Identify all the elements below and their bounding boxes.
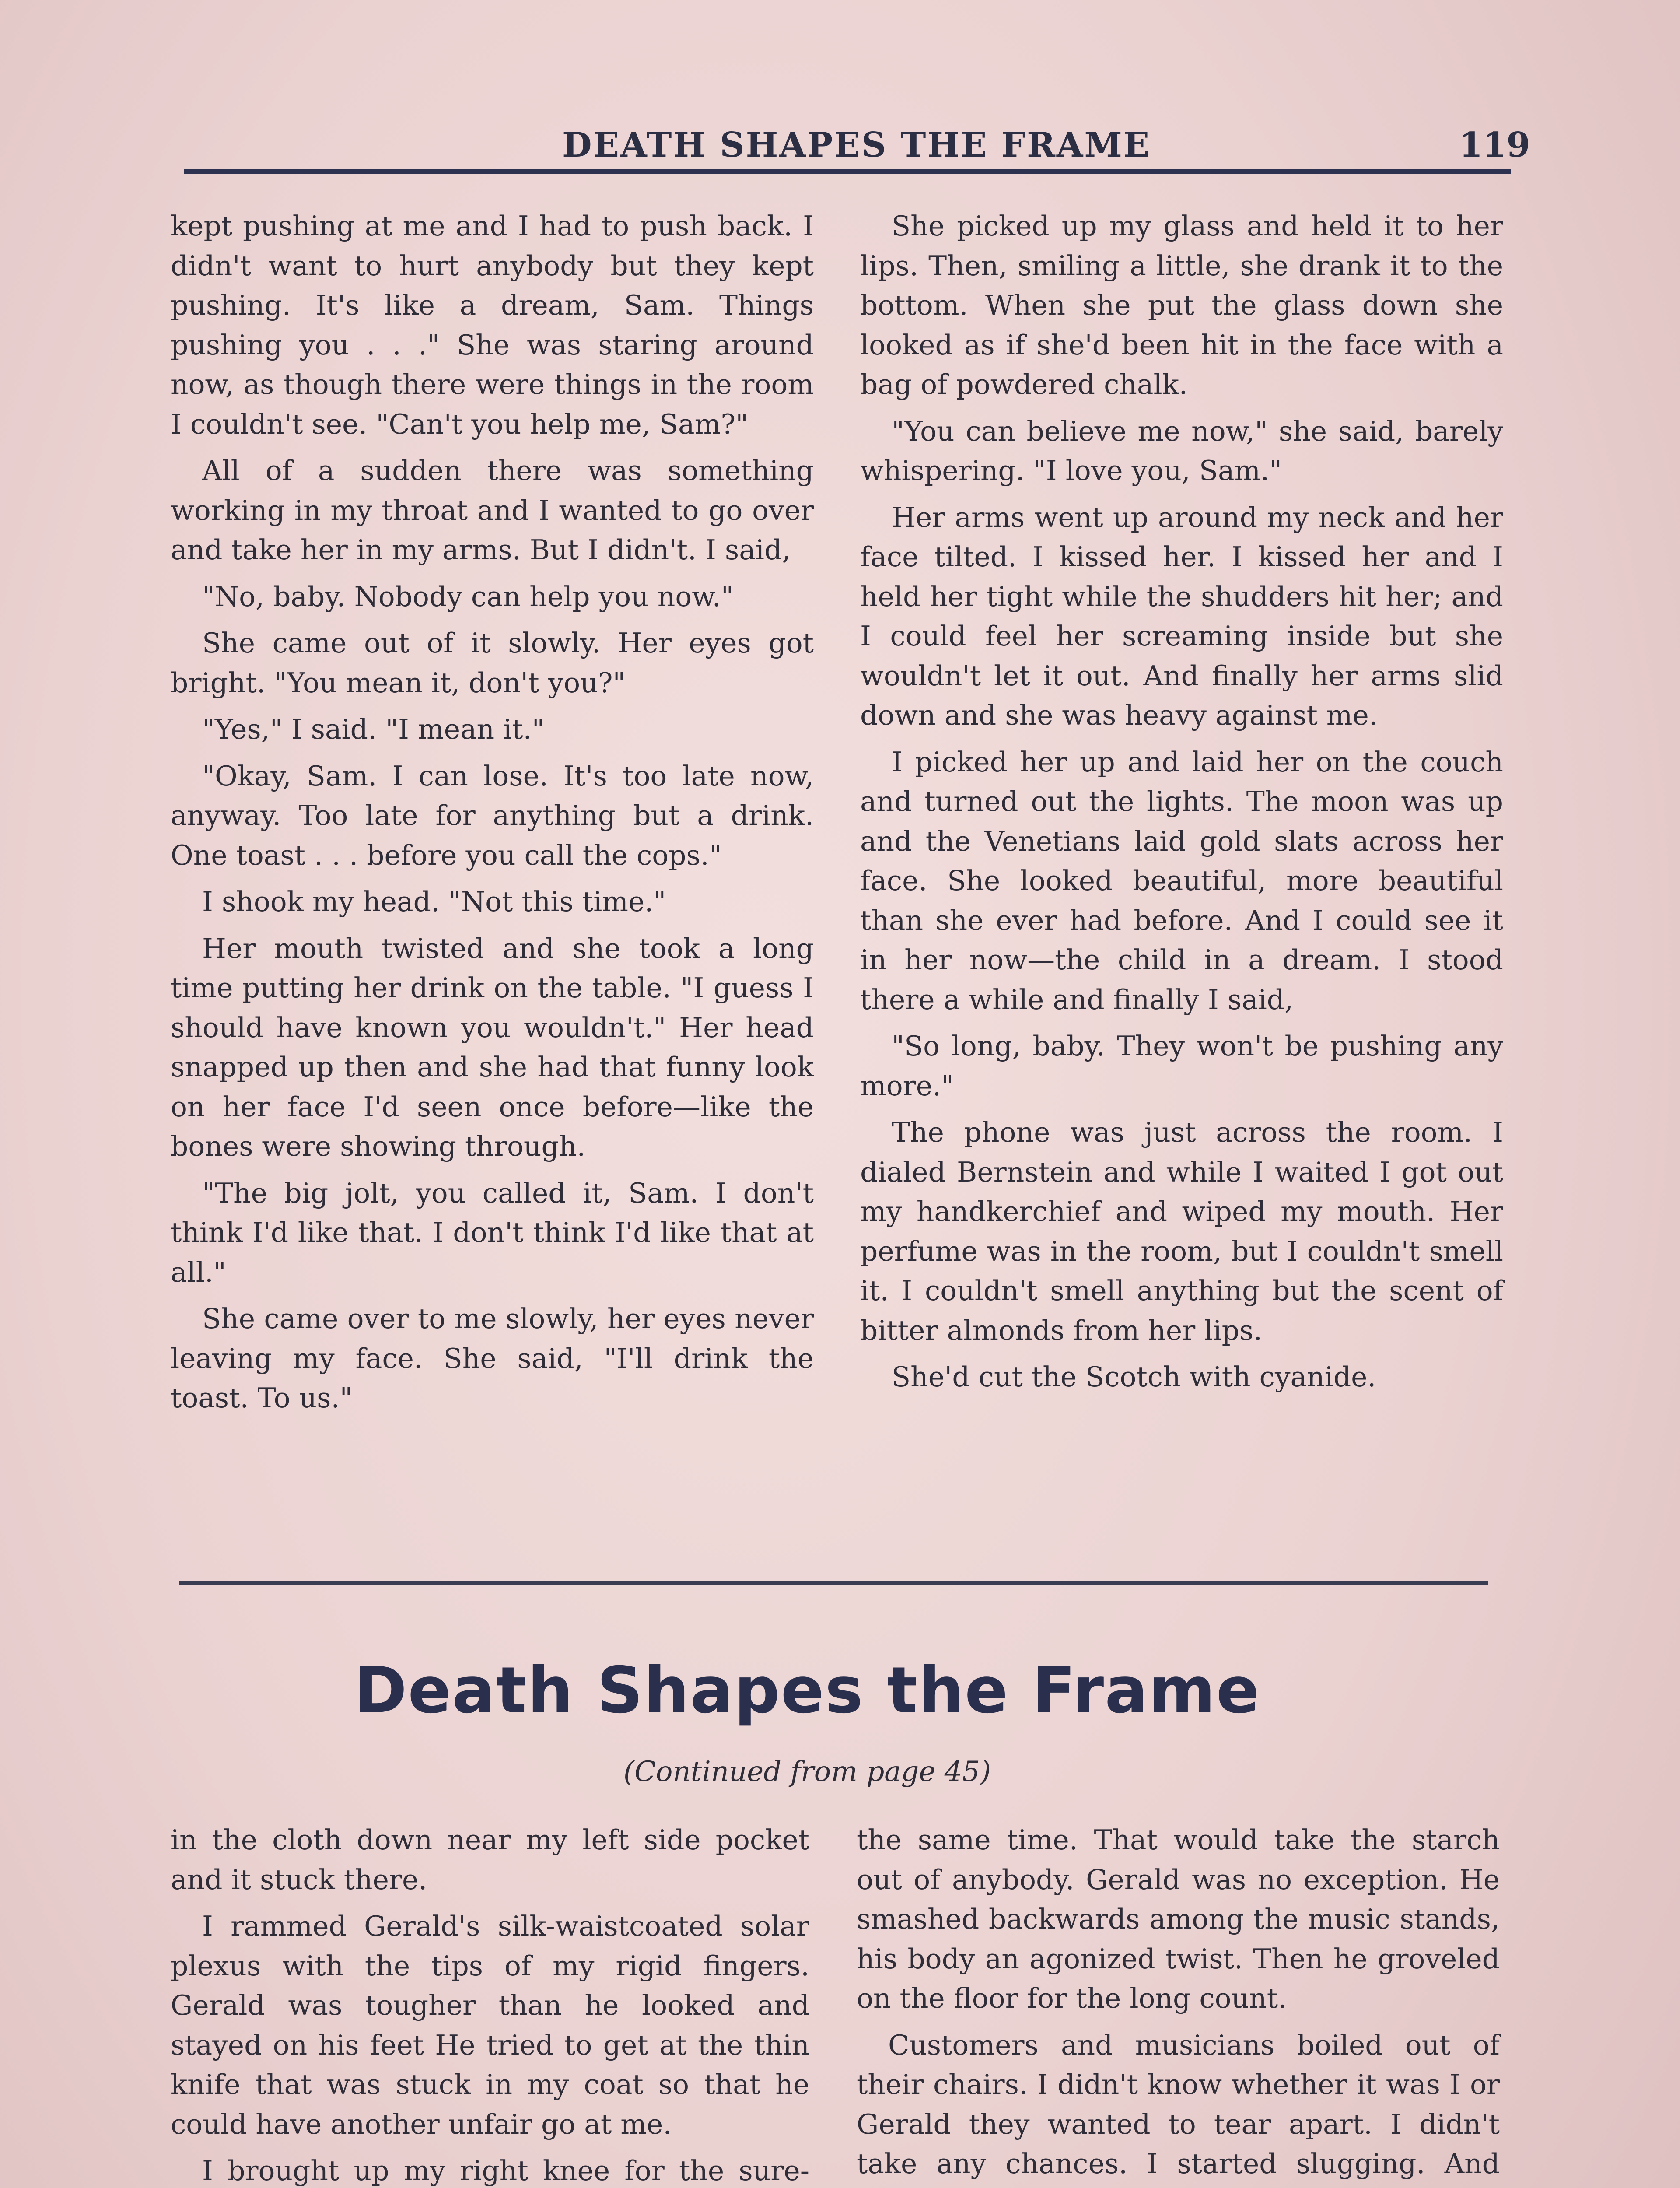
paragraph: "You can believe me now," she said, barely whispering. "I love you, Sam." [860, 415, 1503, 487]
paragraph: The phone was just across the room. I dialed Bernstein and while I waited I got out my handkerchief and wiped my mouth. Her perfume was in the room, but I couldn't smell it. I couldn't smell anything but the scent of bitter almonds from her lips. [860, 1116, 1503, 1346]
paragraph: in the cloth down near my left side pocket and it stuck there. [171, 1824, 809, 1896]
paragraph: the same time. That would take the starch out of anybody. Gerald was no exception. He smashed backwards among the music stands, his body an agonized twist. Then he groveled on the floor for the long count. [857, 1824, 1500, 2014]
paragraph: Her mouth twisted and she took a long time putting her drink on the table. "I guess I should have known you wouldn't." Her head snapped up then and she had that funny look on her face I'd seen once before—like the bones were showing through. [171, 932, 814, 1162]
paragraph: She came over to me slowly, her eyes never leaving my face. She said, "I'll drink the toast. To us." [171, 1303, 814, 1414]
paragraph: "The big jolt, you called it, Sam. I don't think I'd like that. I don't think I'd like that at all." [171, 1177, 814, 1288]
upper-story-left-column [171, 207, 814, 1425]
paragraph: I brought up my right knee for the sure- [202, 2155, 809, 2187]
paragraph: She picked up my glass and held it to her lips. Then, smiling a little, she drank it to the bottom. When she put the glass down she looked as if she'd been hit in the face with a bag of powdered chalk. [860, 210, 1503, 400]
header-rule [184, 169, 1511, 174]
story-title: Death Shapes the Frame [354, 1653, 1260, 1728]
upper-story-right-column [860, 207, 1503, 1404]
paragraph: "No, baby. Nobody can help you now." [202, 580, 734, 613]
paragraph: All of a sudden there was something working in my throat and I wanted to go over and take her in my arms. But I didn't. I said, [171, 455, 814, 566]
paragraph: I rammed Gerald's silk-waistcoated solar plexus with the tips of my rigid fingers. Gerald was tougher than he looked and stayed on his feet He tried to get at the thin knife that was stuck in my coat so that he could have another unfair go at me. [171, 1910, 809, 2140]
paragraph: Customers and musicians boiled out of their chairs. I didn't know whether it was I or Gerald they wanted to tear apart. I didn't take any chances. I started slugging. And [857, 2029, 1500, 2180]
paragraph: Her arms went up around my neck and her face tilted. I kissed her. I kissed her and I held her tight while the shudders hit her; and I could feel her screaming inside but she wouldn't let it out. And finally her arms slid down and she was heavy against me. [860, 501, 1503, 731]
section-divider [179, 1581, 1488, 1585]
paragraph: She came out of it slowly. Her eyes got bright. "You mean it, don't you?" [171, 627, 814, 699]
paragraph: She'd cut the Scotch with cyanide. [892, 1361, 1376, 1393]
paragraph: kept pushing at me and I had to push back. I didn't want to hurt anybody but they kept pushing. It's like a dream, Sam. Things pushing you . . ." She was staring around now, as though there were things in the room I couldn't see. "Can't you help me, Sam?" [171, 210, 814, 440]
continuation-left-column [171, 1820, 809, 2188]
continuation-right-column [857, 1820, 1500, 2188]
running-title: DEATH SHAPES THE FRAME [562, 125, 1151, 165]
paragraph: I picked her up and laid her on the couch and turned out the lights. The moon was up and the Venetians laid gold slats across her face. She looked beautiful, more beautiful than she ever had before. And I could see it in her now—the child in a dream. I stood there a while and finally I said, [860, 746, 1503, 1016]
paragraph: "So long, baby. They won't be pushing any more." [860, 1030, 1503, 1102]
paragraph: "Yes," I said. "I mean it." [202, 713, 545, 745]
continued-note: (Continued from page 45) [623, 1756, 991, 1788]
paragraph: I shook my head. "Not this time." [202, 886, 666, 918]
paragraph: "Okay, Sam. I can lose. It's too late now, anyway. Too late for anything but a drink. One toast . . . before you call the cops." [171, 760, 814, 871]
page-number: 119 [1459, 125, 1530, 165]
